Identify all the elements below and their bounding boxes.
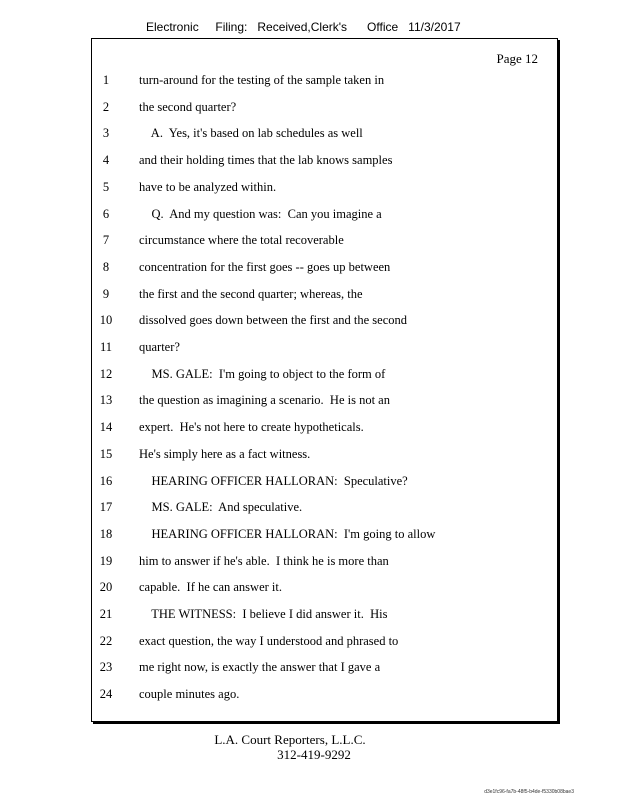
line-number: 11: [99, 340, 113, 354]
court-reporter-name: L.A. Court Reporters, L.L.C.: [214, 732, 366, 747]
transcript-line: him to answer if he's able. I think he is more than: [139, 554, 389, 568]
transcript-line: exact question, the way I understood and phrased to: [139, 634, 399, 648]
transcript-line: couple minutes ago.: [139, 687, 240, 701]
line-number: 12: [99, 367, 113, 381]
line-number: 9: [102, 287, 110, 301]
transcript-line: me right now, is exactly the answer that I gave a: [139, 660, 381, 674]
line-number: 3: [102, 126, 110, 140]
line-number: 17: [99, 500, 113, 514]
transcript-line: He's simply here as a fact witness.: [139, 447, 311, 461]
line-number: 13: [99, 393, 113, 407]
line-number: 18: [99, 527, 113, 541]
filing-stamp: Electronic Filing: Received,Clerk's Office 11/3/2017: [146, 20, 461, 34]
line-number: 2: [102, 100, 110, 114]
line-number: 15: [99, 447, 113, 461]
line-number: 22: [99, 634, 113, 648]
transcript-line: the first and the second quarter; whereas, the: [139, 287, 363, 301]
page-number: Page 12: [496, 51, 538, 66]
document-id: d3e1fc96-fa7b-48f5-b4de-f5330b08bae3: [484, 789, 574, 795]
transcript-line: MS. GALE: And speculative.: [139, 500, 303, 514]
line-number: 14: [99, 420, 113, 434]
transcript-line: circumstance where the total recoverable: [139, 233, 344, 247]
line-number: 23: [99, 660, 113, 674]
transcript-line: quarter?: [139, 340, 180, 354]
line-number: 6: [102, 207, 110, 221]
transcript-line: the second quarter?: [139, 100, 237, 114]
transcript-line: HEARING OFFICER HALLORAN: I'm going to allow: [139, 527, 436, 541]
line-number: 7: [102, 233, 110, 247]
line-number: 24: [99, 687, 113, 701]
transcript-line: dissolved goes down between the first and the second: [139, 313, 407, 327]
transcript-line: capable. If he can answer it.: [139, 580, 282, 594]
transcript-line: A. Yes, it's based on lab schedules as well: [139, 126, 363, 140]
line-number: 20: [99, 580, 113, 594]
transcript-line: Q. And my question was: Can you imagine a: [139, 207, 382, 221]
transcript-line: THE WITNESS: I believe I did answer it. His: [139, 607, 388, 621]
transcript-line: and their holding times that the lab knows samples: [139, 153, 393, 167]
line-number: 10: [99, 313, 113, 327]
line-number: 8: [102, 260, 110, 274]
line-number: 5: [102, 180, 110, 194]
line-number: 1: [102, 73, 110, 87]
line-number: 16: [99, 474, 113, 488]
transcript-line: expert. He's not here to create hypotheticals.: [139, 420, 364, 434]
transcript-line: turn-around for the testing of the sample taken in: [139, 73, 385, 87]
line-number: 19: [99, 554, 113, 568]
line-number: 21: [99, 607, 113, 621]
transcript-line: HEARING OFFICER HALLORAN: Speculative?: [139, 474, 408, 488]
transcript-line: the question as imagining a scenario. He is not an: [139, 393, 390, 407]
transcript-line: concentration for the first goes -- goes up between: [139, 260, 391, 274]
court-reporter-phone: 312-419-9292: [277, 747, 351, 762]
transcript-page: [91, 38, 558, 722]
line-number: 4: [102, 153, 110, 167]
transcript-line: MS. GALE: I'm going to object to the form of: [139, 367, 386, 381]
transcript-line: have to be analyzed within.: [139, 180, 277, 194]
